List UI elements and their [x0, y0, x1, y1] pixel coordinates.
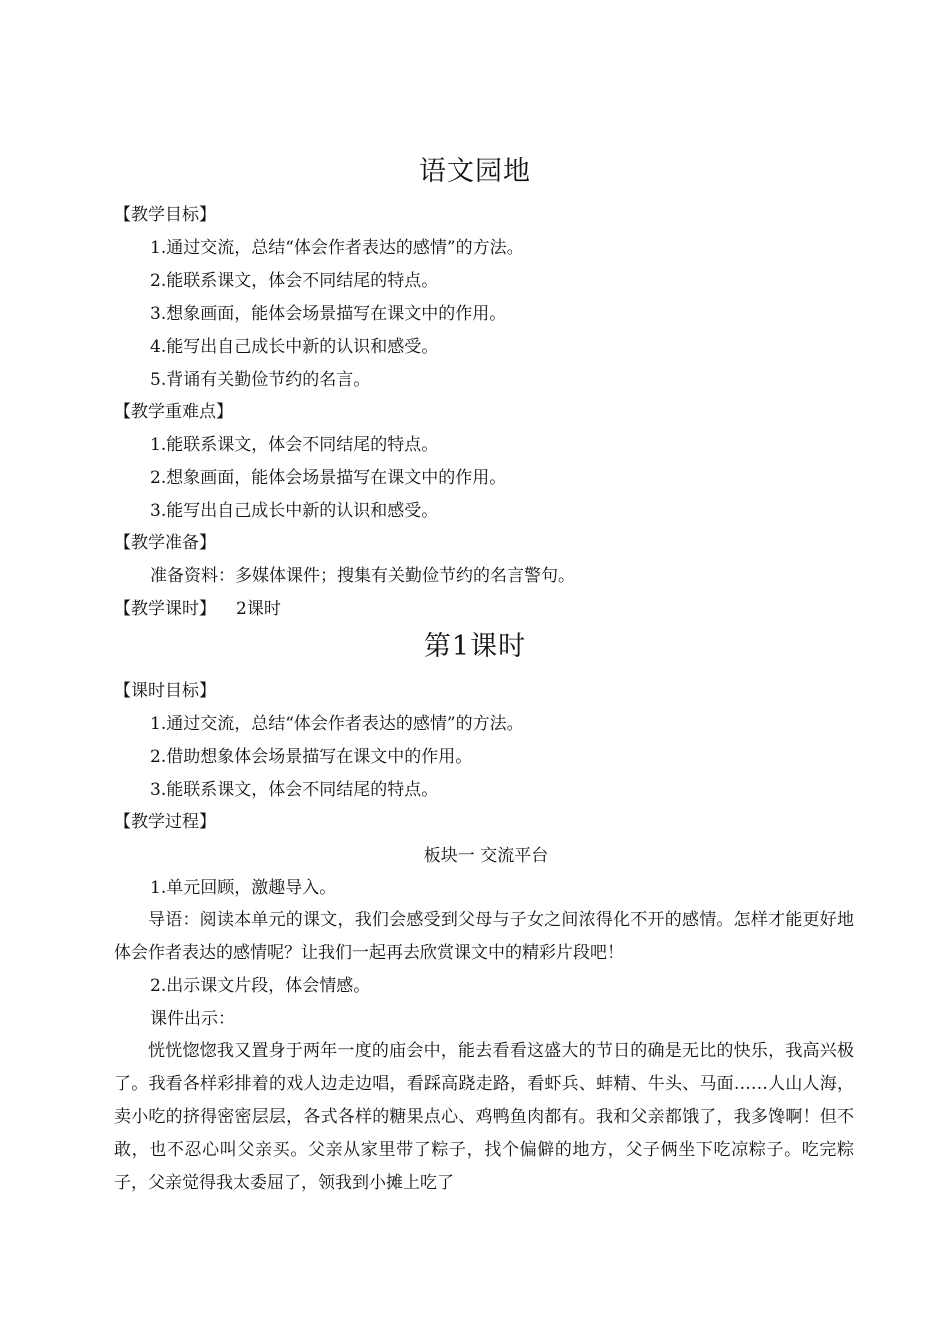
key-points-heading: 【教学重难点】: [114, 402, 233, 422]
objective-item: 1.通过交流，总结“体会作者表达的感情”的方法。: [150, 238, 524, 258]
courseware-label: 课件出示：: [150, 1009, 235, 1029]
objective-item: 4.能写出自己成长中新的认识和感受。: [150, 337, 439, 357]
step-2: 2.出示课文片段，体会情感。: [150, 976, 371, 996]
preparation-heading: 【教学准备】: [114, 533, 216, 553]
key-point-item: 1.能联系课文，体会不同结尾的特点。: [150, 435, 439, 455]
lesson-goals-heading: 【课时目标】: [114, 681, 216, 701]
key-point-item: 2.想象画面，能体会场景描写在课文中的作用。: [150, 468, 507, 488]
lesson-title: 第1课时: [423, 631, 527, 662]
key-point-item: 3.能写出自己成长中新的认识和感受。: [150, 501, 439, 521]
objective-item: 3.想象画面，能体会场景描写在课文中的作用。: [150, 304, 507, 324]
preparation-text: 准备资料：多媒体课件；搜集有关勤俭节约的名言警句。: [150, 566, 575, 586]
objective-item: 5.背诵有关勤俭节约的名言。: [150, 370, 371, 390]
hours-value: 2课时: [236, 599, 281, 619]
step-1: 1.单元回顾，激趣导入。: [150, 878, 337, 898]
page-title: 语文园地: [419, 156, 531, 187]
section-title: 板块一 交流平台: [423, 846, 549, 866]
intro-paragraph: 导语：阅读本单元的课文，我们会感受到父母与子女之间浓得化不开的感情。怎样才能更好地体会作者表达的感情呢？让我们一起再去欣赏课文中的精彩片段吧！: [114, 910, 854, 963]
excerpt-paragraph: 恍恍惚惚我又置身于两年一度的庙会中，能去看看这盛大的节日的确是无比的快乐，我高兴极了。我看各样彩排着的戏人边走边唱，看踩高跷走路，看虾兵、蚌精、牛头、马面……人山人海，卖小吃的挤得密密层层，各式各样的糖果点心、鸡鸭鱼肉都有。我和父亲都饿了，我多馋啊！但不敢，也不忍心叫父亲买。父亲从家里带了粽子，找个偏僻的地方，父子俩坐下吃凉粽子。吃完粽子，父亲觉得我太委屈了，领我到小摊上吃了: [114, 1041, 854, 1193]
objectives-heading: 【教学目标】: [114, 205, 216, 225]
lesson-goal-item: 3.能联系课文，体会不同结尾的特点。: [150, 780, 439, 800]
process-heading: 【教学过程】: [114, 812, 216, 832]
hours-line: [114, 598, 854, 620]
lesson-goal-item: 1.通过交流，总结“体会作者表达的感情”的方法。: [150, 714, 524, 734]
objective-item: 2.能联系课文，体会不同结尾的特点。: [150, 271, 439, 291]
lesson-goal-item: 2.借助想象体会场景描写在课文中的作用。: [150, 747, 473, 767]
hours-heading: 【教学课时】: [114, 599, 216, 619]
